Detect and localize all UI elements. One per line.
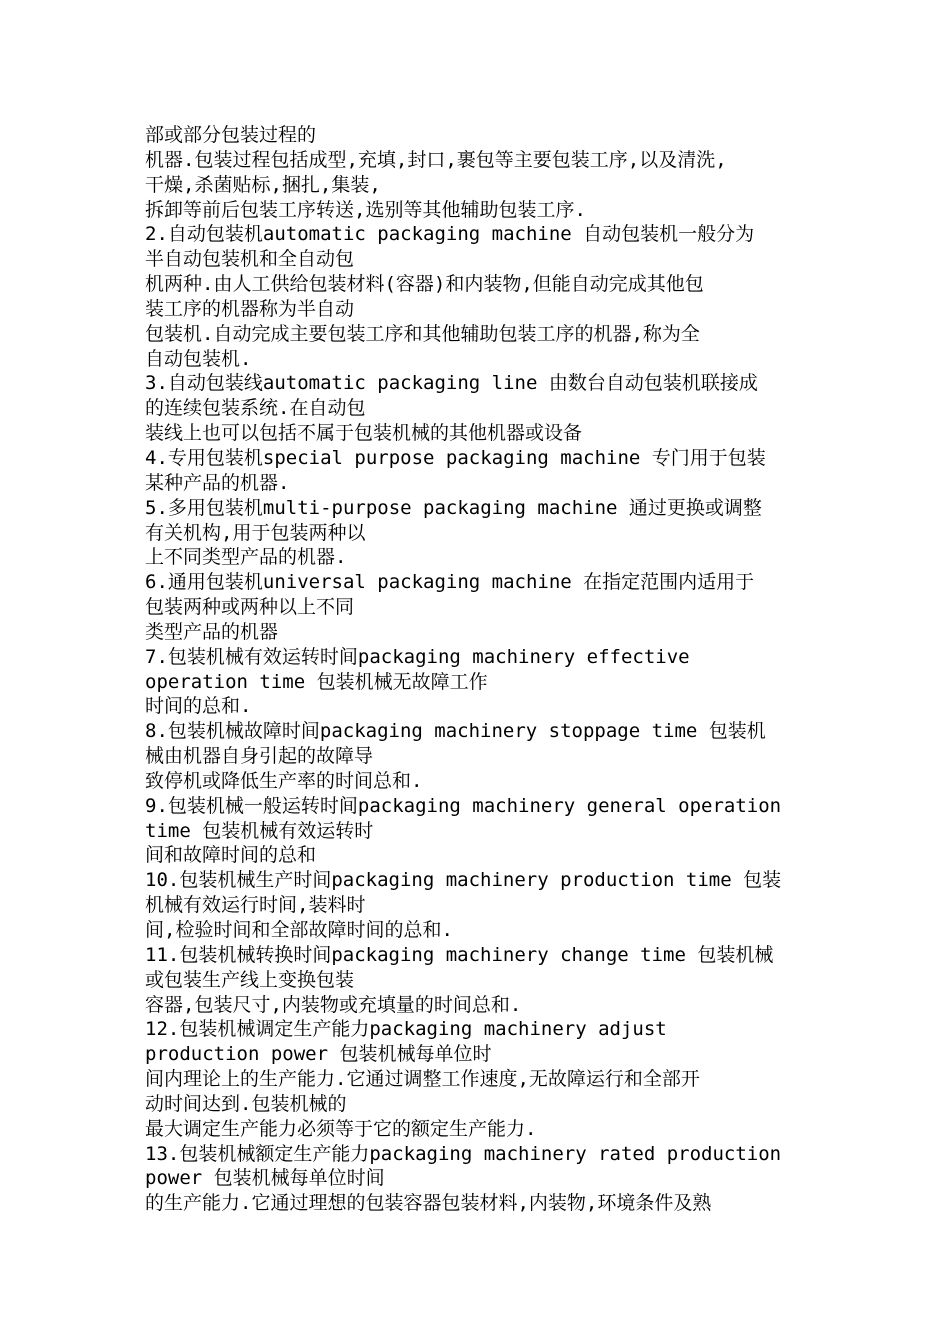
text-line: time 包装机械有效运转时 [145, 819, 374, 842]
text-line: 8.包装机械故障时间packaging machinery stoppage time 包装机 [145, 720, 766, 743]
text-line: 容器,包装尺寸,内装物或充填量的时间总和. [145, 993, 522, 1016]
text-line: 械由机器自身引起的故障导 [145, 745, 374, 768]
text-line: 5.多用包装机multi-purpose packaging machine 通过更换或调整 [145, 496, 762, 519]
text-line: 10.包装机械生产时间packaging machinery production time 包装 [145, 869, 782, 892]
text-line: 9.包装机械一般运转时间packaging machinery general operation [145, 794, 782, 817]
text-line: 7.包装机械有效运转时间packaging machinery effective [145, 645, 690, 668]
text-line: 包装机.自动完成主要包装工序和其他辅助包装工序的机器,称为全 [145, 322, 700, 345]
text-line: 装工序的机器称为半自动 [145, 297, 355, 320]
text-line: 拆卸等前后包装工序转送,选别等其他辅助包装工序. [145, 198, 586, 221]
text-line: 最大调定生产能力必须等于它的额定生产能力. [145, 1117, 537, 1140]
text-line: 某种产品的机器. [145, 471, 290, 494]
text-line: 11.包装机械转换时间packaging machinery change time 包装机械 [145, 943, 774, 966]
text-line: 自动包装机. [145, 347, 252, 370]
text-line: 包装两种或两种以上不同 [145, 596, 355, 619]
text-line: 3.自动包装线automatic packaging line 由数台自动包装机联接成 [145, 372, 758, 395]
text-line: 致停机或降低生产率的时间总和. [145, 769, 423, 792]
text-line: 机械有效运行时间,装料时 [145, 894, 366, 917]
text-line: 时间的总和. [145, 695, 252, 718]
text-line: 间,检验时间和全部故障时间的总和. [145, 919, 453, 941]
text-line: production power 包装机械每单位时 [145, 1043, 492, 1066]
text-line: power 包装机械每单位时间 [145, 1167, 385, 1190]
document-body [145, 123, 825, 1216]
text-line: 间和故障时间的总和 [145, 844, 317, 867]
text-line: 半自动包装机和全自动包 [145, 248, 355, 271]
text-line: 2.自动包装机automatic packaging machine 自动包装机一般分为 [145, 223, 755, 246]
text-line: 有关机构,用于包装两种以 [145, 521, 366, 544]
text-line: 干燥,杀菌贴标,捆扎,集装, [145, 173, 381, 196]
text-line: 动时间达到.包装机械的 [145, 1092, 347, 1115]
text-line: operation time 包装机械无故障工作 [145, 670, 488, 693]
text-line: 6.通用包装机universal packaging machine 在指定范围内适用于 [145, 571, 755, 594]
text-line: 12.包装机械调定生产能力packaging machinery adjust [145, 1018, 667, 1041]
text-line: 类型产品的机器 [145, 620, 279, 643]
text-line: 部或部分包装过程的 [145, 124, 317, 146]
text-line: 机器.包装过程包括成型,充填,封口,裹包等主要包装工序,以及清洗, [145, 148, 727, 171]
text-line: 机两种.由人工供给包装材料(容器)和内装物,但能自动完成其他包 [145, 273, 704, 296]
text-line: 的生产能力.它通过理想的包装容器包装材料,内装物,环境条件及熟 [145, 1192, 712, 1215]
text-line: 13.包装机械额定生产能力packaging machinery rated production [145, 1142, 782, 1165]
text-line: 或包装生产线上变换包装 [145, 968, 355, 991]
text-line: 上不同类型产品的机器. [145, 546, 347, 569]
text-line: 间内理论上的生产能力.它通过调整工作速度,无故障运行和全部开 [145, 1068, 700, 1091]
text-line: 4.专用包装机special purpose packaging machine 专门用于包装 [145, 446, 766, 469]
text-line: 装线上也可以包括不属于包装机械的其他机器或设备 [145, 422, 583, 445]
text-line: 的连续包装系统.在自动包 [145, 397, 366, 420]
